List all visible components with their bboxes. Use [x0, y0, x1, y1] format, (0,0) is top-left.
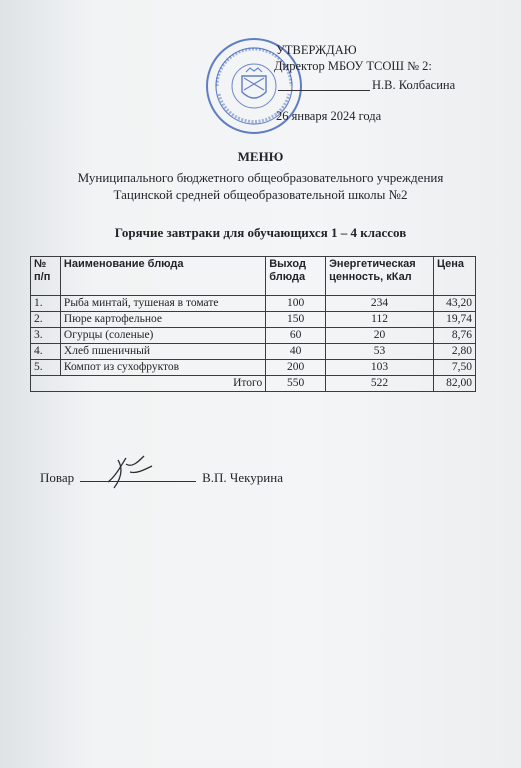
row-name: Пюре картофельное: [60, 312, 265, 328]
row-yield: 100: [266, 296, 326, 312]
table-row: [31, 296, 476, 312]
director-line: Директор МБОУ ТСОШ № 2:: [274, 59, 432, 73]
meal-title: Горячие завтраки для обучающихся 1 – 4 классов: [114, 225, 407, 240]
table-header-row: [31, 257, 476, 296]
row-price: 43,20: [434, 296, 476, 312]
row-yield: 60: [266, 328, 326, 344]
row-energy: 234: [326, 296, 434, 312]
row-name: Хлеб пшеничный: [60, 344, 265, 360]
total-yield: 550: [266, 376, 326, 392]
row-price: 19,74: [434, 312, 476, 328]
row-energy: 20: [326, 328, 434, 344]
total-label: Итого: [31, 376, 266, 392]
table-row: [31, 312, 476, 328]
row-num: 1.: [31, 296, 61, 312]
row-num: 3.: [31, 328, 61, 344]
org-line-1: Муниципального бюджетного общеобразовательного учреждения: [77, 170, 444, 185]
cook-signature-line: [80, 471, 196, 482]
table-row: [31, 344, 476, 360]
row-num: 5.: [31, 360, 61, 376]
total-energy: 522: [326, 376, 434, 392]
menu-table: [30, 256, 476, 392]
row-energy: 103: [326, 360, 434, 376]
row-name: Огурцы (соленые): [60, 328, 265, 344]
row-yield: 40: [266, 344, 326, 360]
row-name: Компот из сухофруктов: [60, 360, 265, 376]
menu-title: МЕНЮ: [237, 149, 284, 164]
approve-label: УТВЕРЖДАЮ: [276, 43, 357, 57]
cook-name: В.П. Чекурина: [202, 470, 283, 485]
row-yield: 150: [266, 312, 326, 328]
org-line-2: Тацинской средней общеобразовательной школы №2: [113, 187, 408, 202]
row-energy: 112: [326, 312, 434, 328]
row-num: 2.: [31, 312, 61, 328]
row-yield: 200: [266, 360, 326, 376]
table-row: [31, 328, 476, 344]
cook-block: [40, 470, 283, 486]
header-name: Наименование блюда: [60, 257, 265, 296]
header-price: Цена: [434, 257, 476, 296]
row-price: 8,76: [434, 328, 476, 344]
cook-label: Повар: [40, 470, 75, 485]
approval-date: 26 января 2024 года: [276, 109, 382, 123]
director-name: Н.В. Колбасина: [372, 78, 456, 92]
row-num: 4.: [31, 344, 61, 360]
row-price: 2,80: [434, 344, 476, 360]
row-name: Рыба минтай, тушеная в томате: [60, 296, 265, 312]
row-price: 7,50: [434, 360, 476, 376]
header-yield: Выход блюда: [266, 257, 326, 296]
header-energy: Энергетическая ценность, кКал: [326, 257, 434, 296]
total-price: 82,00: [434, 376, 476, 392]
row-energy: 53: [326, 344, 434, 360]
header-num: № п/п: [31, 257, 61, 296]
table-total-row: [31, 376, 476, 392]
director-signature-line: [278, 90, 370, 91]
table-row: [31, 360, 476, 376]
